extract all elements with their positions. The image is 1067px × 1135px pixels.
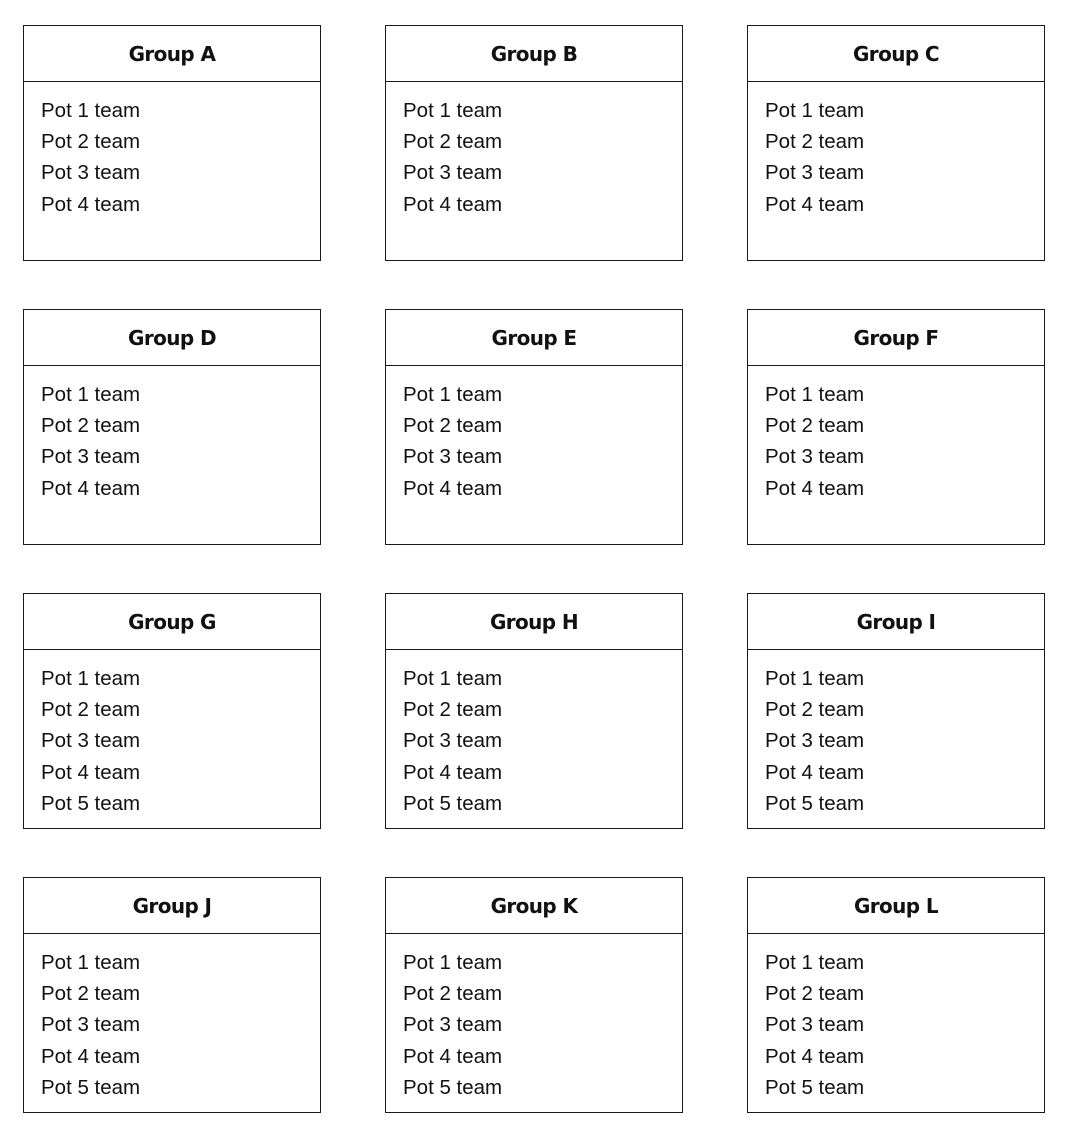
group-box	[385, 877, 683, 1113]
team-slot: Pot 3 team	[403, 1013, 503, 1037]
team-slot: Pot 4 team	[41, 192, 141, 216]
group-title: Group I	[748, 594, 1044, 650]
team-slot: Pot 2 team	[765, 982, 865, 1006]
team-slot: Pot 3 team	[403, 445, 503, 469]
group-title: Group F	[748, 310, 1044, 366]
team-slot: Pot 5 team	[41, 791, 141, 815]
group-box	[23, 25, 321, 261]
team-slot: Pot 5 team	[403, 1075, 503, 1099]
group-title: Group B	[386, 26, 682, 82]
team-list	[386, 934, 682, 1103]
team-list	[24, 82, 320, 220]
team-slot: Pot 1 team	[41, 99, 141, 122]
team-slot: Pot 1 team	[765, 951, 865, 974]
team-slot: Pot 5 team	[765, 791, 865, 815]
group-box	[385, 593, 683, 829]
team-slot: Pot 1 team	[403, 383, 503, 406]
team-list	[24, 650, 320, 819]
team-slot: Pot 4 team	[765, 476, 865, 500]
team-slot: Pot 3 team	[403, 161, 503, 185]
team-slot: Pot 1 team	[41, 951, 141, 974]
team-slot: Pot 3 team	[765, 1013, 865, 1037]
group-title: Group K	[386, 878, 682, 934]
group-title: Group A	[24, 26, 320, 82]
groups-grid	[23, 25, 1045, 1113]
team-slot: Pot 3 team	[403, 729, 503, 753]
team-slot: Pot 3 team	[41, 729, 141, 753]
team-slot: Pot 5 team	[403, 791, 503, 815]
group-box	[747, 25, 1045, 261]
team-slot: Pot 3 team	[765, 445, 865, 469]
team-slot: Pot 1 team	[41, 667, 141, 690]
team-slot: Pot 3 team	[765, 161, 865, 185]
team-list	[386, 650, 682, 819]
group-box	[385, 25, 683, 261]
team-slot: Pot 1 team	[765, 383, 865, 406]
team-slot: Pot 4 team	[765, 192, 865, 216]
group-box	[23, 309, 321, 545]
team-slot: Pot 2 team	[41, 414, 141, 438]
team-slot: Pot 2 team	[765, 414, 865, 438]
team-slot: Pot 4 team	[403, 760, 503, 784]
team-slot: Pot 3 team	[41, 445, 141, 469]
group-title: Group C	[748, 26, 1044, 82]
team-slot: Pot 2 team	[403, 982, 503, 1006]
team-slot: Pot 5 team	[765, 1075, 865, 1099]
group-title: Group L	[748, 878, 1044, 934]
group-box	[385, 309, 683, 545]
team-slot: Pot 2 team	[765, 698, 865, 722]
team-slot: Pot 2 team	[41, 982, 141, 1006]
team-slot: Pot 2 team	[403, 130, 503, 154]
group-box	[23, 877, 321, 1113]
team-slot: Pot 4 team	[765, 760, 865, 784]
team-slot: Pot 2 team	[765, 130, 865, 154]
group-title: Group J	[24, 878, 320, 934]
team-slot: Pot 4 team	[41, 760, 141, 784]
team-slot: Pot 2 team	[41, 130, 141, 154]
team-list	[748, 934, 1044, 1103]
team-slot: Pot 3 team	[41, 161, 141, 185]
team-slot: Pot 4 team	[403, 1044, 503, 1068]
team-list	[748, 366, 1044, 504]
team-slot: Pot 1 team	[765, 99, 865, 122]
team-list	[24, 934, 320, 1103]
team-slot: Pot 2 team	[403, 698, 503, 722]
group-box	[747, 877, 1045, 1113]
team-slot: Pot 1 team	[403, 951, 503, 974]
group-title: Group G	[24, 594, 320, 650]
team-slot: Pot 1 team	[403, 667, 503, 690]
group-title: Group E	[386, 310, 682, 366]
team-slot: Pot 3 team	[765, 729, 865, 753]
team-slot: Pot 4 team	[41, 476, 141, 500]
team-list	[386, 82, 682, 220]
group-box	[23, 593, 321, 829]
team-slot: Pot 2 team	[403, 414, 503, 438]
team-slot: Pot 4 team	[403, 192, 503, 216]
team-slot: Pot 4 team	[41, 1044, 141, 1068]
team-slot: Pot 1 team	[41, 383, 141, 406]
team-slot: Pot 1 team	[765, 667, 865, 690]
team-list	[748, 82, 1044, 220]
group-box	[747, 593, 1045, 829]
group-title: Group D	[24, 310, 320, 366]
team-list	[24, 366, 320, 504]
team-slot: Pot 5 team	[41, 1075, 141, 1099]
team-slot: Pot 4 team	[403, 476, 503, 500]
team-slot: Pot 3 team	[41, 1013, 141, 1037]
group-box	[747, 309, 1045, 545]
team-list	[748, 650, 1044, 819]
team-slot: Pot 4 team	[765, 1044, 865, 1068]
team-slot: Pot 1 team	[403, 99, 503, 122]
team-slot: Pot 2 team	[41, 698, 141, 722]
team-list	[386, 366, 682, 504]
group-title: Group H	[386, 594, 682, 650]
